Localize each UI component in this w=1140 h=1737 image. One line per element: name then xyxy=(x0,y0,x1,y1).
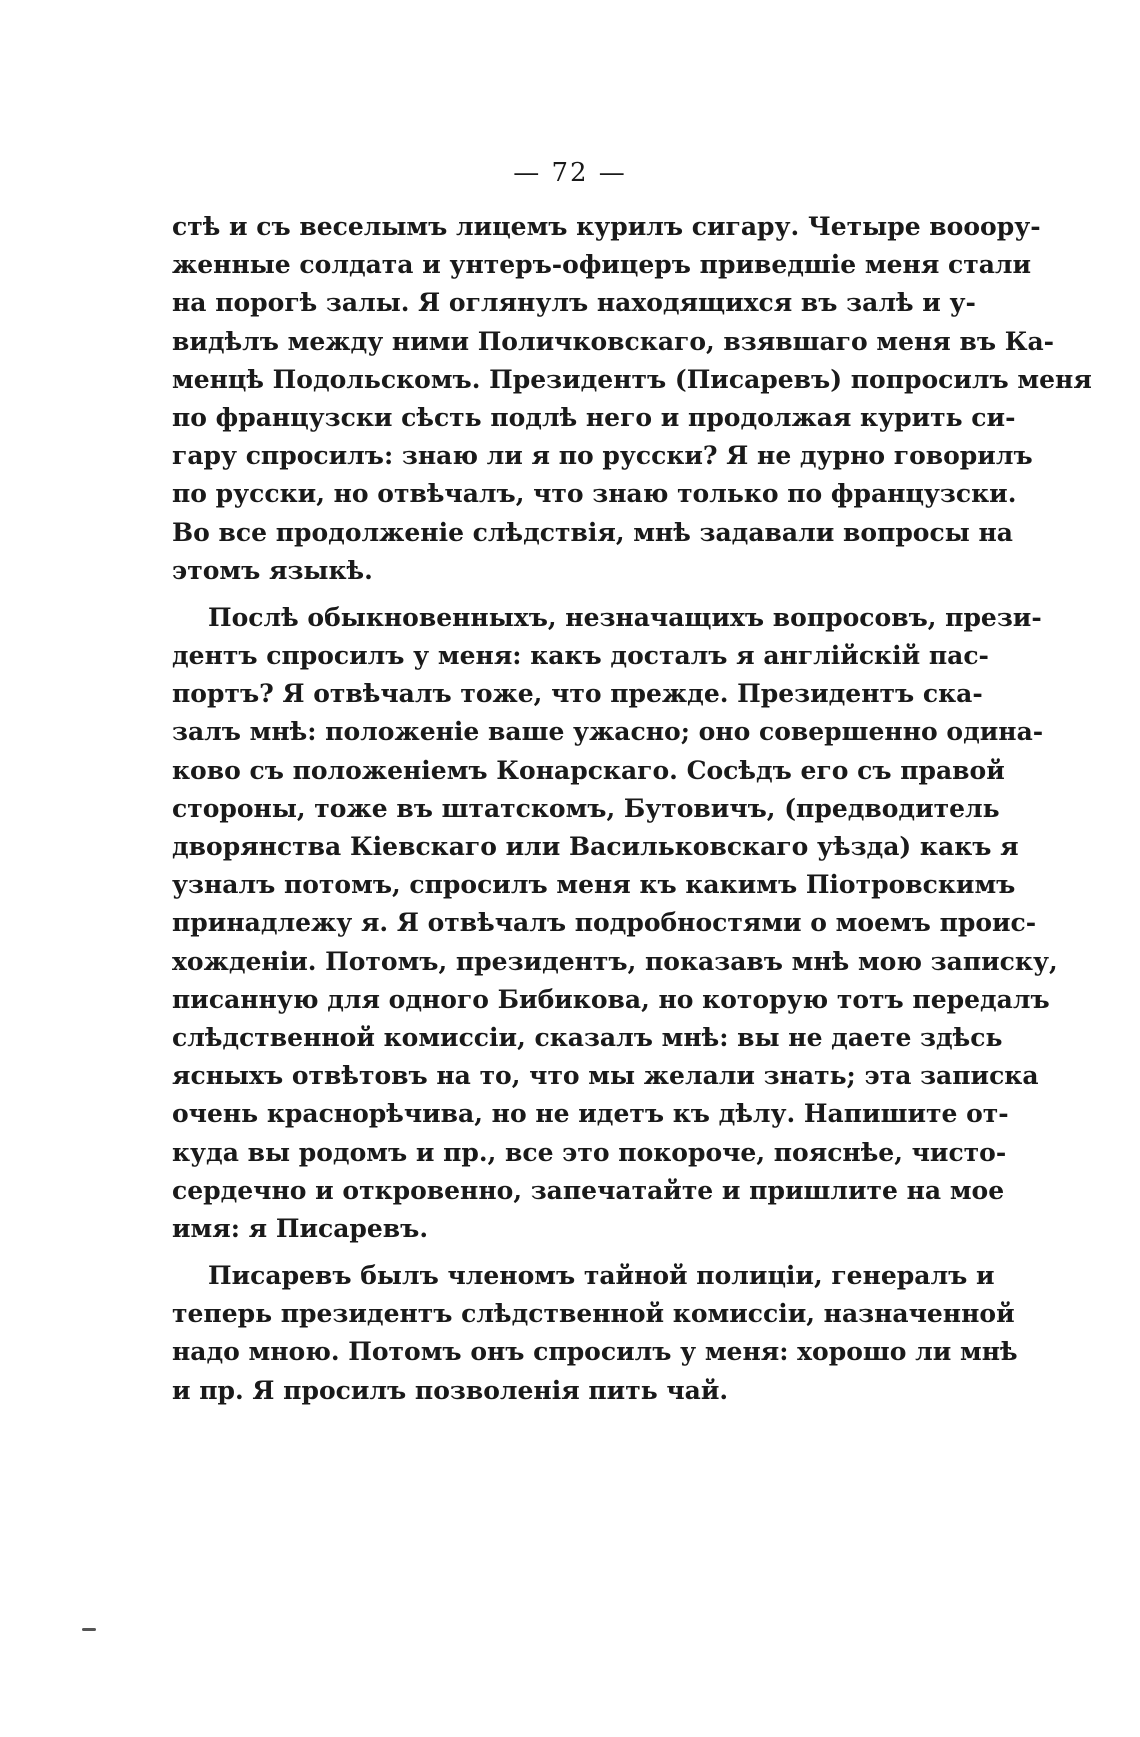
text-line: стороны, тоже въ штатскомъ, Бутовичъ, (предводитель xyxy=(172,793,1000,823)
text-line: узналъ потомъ, спросилъ меня къ какимъ Піотровскимъ xyxy=(172,870,1016,900)
text-line: очень краснорѣчива, но не идетъ къ дѣлу. Напишите от- xyxy=(172,1099,1009,1129)
text-line: надо мною. Потомъ онъ спросилъ у меня: хорошо ли мнѣ xyxy=(172,1337,1018,1367)
paragraph-3 xyxy=(172,1257,1018,1410)
text-line: слѣдственной комиссіи, сказалъ мнѣ: вы не даете здѣсь xyxy=(172,1022,1003,1052)
text-line: женные солдата и унтеръ-офицеръ приведшіе меня стали xyxy=(172,250,1032,280)
paragraph-1 xyxy=(172,208,1092,590)
text-line: на порогѣ залы. Я оглянулъ находящихся въ залѣ и у- xyxy=(172,288,976,318)
text-line: залъ мнѣ: положеніе ваше ужасно; оно совершенно одина- xyxy=(172,717,1044,747)
paragraph-gap xyxy=(172,1248,964,1257)
text-line: имя: я Писаревъ. xyxy=(172,1213,429,1243)
text-line: по французски сѣсть подлѣ него и продолжая курить си- xyxy=(172,402,1016,432)
text-line: Писаревъ былъ членомъ тайной полиціи, генералъ и xyxy=(208,1261,995,1291)
text-line: писанную для одного Бибикова, но которую тотъ передалъ xyxy=(172,984,1050,1014)
page-number: — 72 — xyxy=(513,158,627,188)
paragraph-gap xyxy=(172,590,964,599)
text-line: дентъ спросилъ у меня: какъ досталъ я англійскій пас- xyxy=(172,641,989,671)
paragraph-2 xyxy=(172,599,1058,1248)
text-line: и пр. Я просилъ позволенія пить чай. xyxy=(172,1375,729,1405)
text-line: гару спросилъ: знаю ли я по русски? Я не дурно говорилъ xyxy=(172,441,1033,471)
text-line: ково съ положеніемъ Конарскаго. Сосѣдъ его съ правой xyxy=(172,755,1005,785)
text-line: стѣ и съ веселымъ лицемъ курилъ сигару. Четыре вооору- xyxy=(172,212,1041,241)
text-line: дворянства Кіевскаго или Васильковскаго уѣзда) какъ я xyxy=(172,832,1019,861)
text-line: ясныхъ отвѣтовъ на то, что мы желали знать; эта записка xyxy=(172,1061,1039,1091)
text-line: этомъ языкѣ. xyxy=(172,555,373,585)
text-line: сердечно и откровенно, запечатайте и пришлите на мое xyxy=(172,1175,1005,1205)
text-line: куда вы родомъ и пр., все это покороче, пояснѣе, чисто- xyxy=(172,1137,1007,1167)
text-line: принадлежу я. Я отвѣчалъ подробностями о моемъ проис- xyxy=(172,908,1037,938)
text-line: хожденіи. Потомъ, президентъ, показавъ мнѣ мою записку, xyxy=(172,946,1058,976)
text-line: видѣлъ между ними Поличковскаго, взявшаго меня въ Ка- xyxy=(172,326,1055,356)
text-line: менцѣ Подольскомъ. Президентъ (Писаревъ) попросилъ меня xyxy=(172,364,1092,394)
scan-speck xyxy=(82,1628,96,1631)
body-text xyxy=(172,208,1092,1410)
text-line: по русски, но отвѣчалъ, что знаю только по французски. xyxy=(172,479,1017,509)
text-line: Во все продолженіе слѣдствія, мнѣ задавали вопросы на xyxy=(172,517,1013,547)
text-line: Послѣ обыкновенныхъ, незначащихъ вопросовъ, прези- xyxy=(208,602,1042,632)
text-line: теперь президентъ слѣдственной комиссіи, назначенной xyxy=(172,1299,1015,1329)
text-line: портъ? Я отвѣчалъ тоже, что прежде. Президентъ ска- xyxy=(172,679,983,709)
